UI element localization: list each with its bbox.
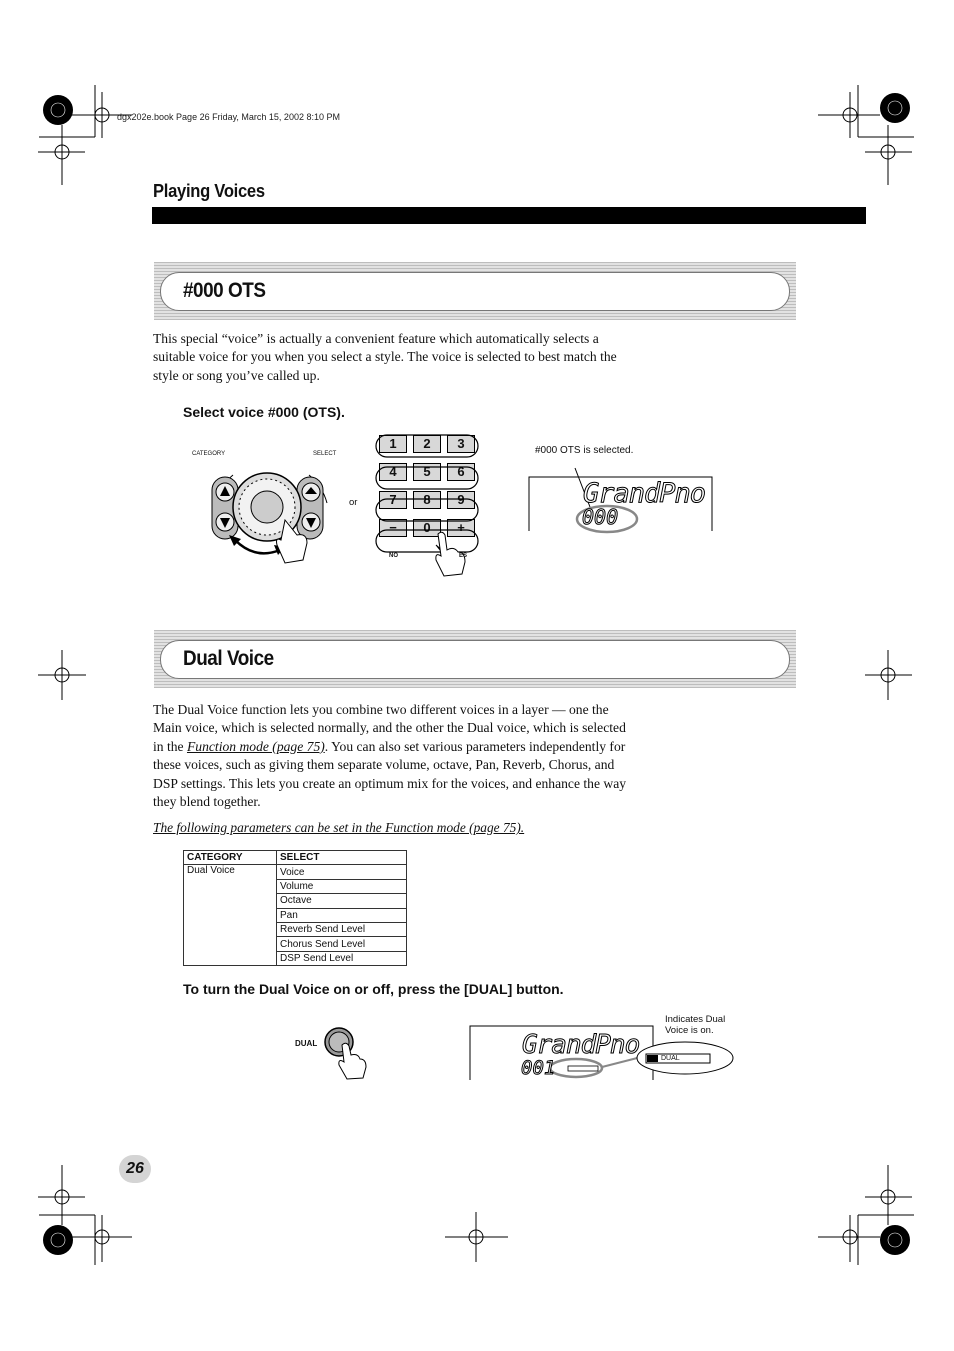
dual-body-part2: . You can also set various parameters independently for these voices, such as giving them separate volume, octave, Pan, Reverb, Chorus, and DSP settings. This lets you create an optimum mix for the voices, and enhance the way they blend together. bbox=[153, 738, 627, 810]
keypad-key[interactable]: 4 bbox=[379, 463, 407, 481]
table-cell-select: Voice bbox=[277, 865, 407, 879]
table-header-select: SELECT bbox=[277, 851, 407, 865]
table-cell-select: Volume bbox=[277, 879, 407, 893]
no-label: NO bbox=[389, 553, 398, 559]
keypad-key[interactable]: 5 bbox=[413, 463, 441, 481]
section-header: Playing Voices bbox=[153, 181, 265, 201]
ots-instruction: Select voice #000 (OTS). bbox=[183, 404, 345, 420]
dual-body-part1: The Dual Voice function lets you combine two different voices in a layer — one the Main voice, which is selected normally, and the other the Dual voice, which is selected in the bbox=[153, 702, 626, 754]
dual-lcd-indicator: DUAL bbox=[661, 1055, 680, 1062]
keypad-key[interactable]: 9 bbox=[447, 491, 475, 509]
header-bar bbox=[152, 207, 866, 224]
parameter-table-wrap bbox=[183, 850, 407, 966]
select-label: SELECT bbox=[313, 451, 337, 457]
keypad-key[interactable]: 2 bbox=[413, 435, 441, 453]
table-row bbox=[184, 865, 407, 879]
table-header-category: CATEGORY bbox=[184, 851, 277, 865]
page-number: 26 bbox=[119, 1155, 151, 1183]
category-label: CATEGORY bbox=[192, 451, 226, 457]
keypad-key[interactable]: + bbox=[447, 519, 475, 537]
keypad-key[interactable]: 1 bbox=[379, 435, 407, 453]
ots-title: #000 OTS bbox=[183, 279, 266, 302]
ots-lcd-number: 000 bbox=[582, 505, 619, 529]
dual-title: Dual Voice bbox=[183, 647, 274, 670]
or-label: or bbox=[349, 497, 358, 508]
dual-lcd-number: 001 bbox=[521, 1057, 556, 1079]
parameter-table bbox=[183, 850, 407, 966]
table-cell-select: Pan bbox=[277, 908, 407, 922]
keypad-key[interactable]: 8 bbox=[413, 491, 441, 509]
ots-body bbox=[153, 330, 633, 385]
book-info: dgx202e.book Page 26 Friday, March 15, 2002 8:10 PM bbox=[117, 112, 340, 122]
keypad-key[interactable]: 3 bbox=[447, 435, 475, 453]
dual-lcd-name: GrandPno bbox=[522, 1030, 640, 1060]
category-select-dial bbox=[185, 445, 340, 575]
table-cell-select: Chorus Send Level bbox=[277, 937, 407, 951]
function-mode-link[interactable]: Function mode (page 75) bbox=[186, 738, 325, 754]
dual-body-text bbox=[153, 701, 633, 811]
dual-banner-pill bbox=[160, 640, 790, 679]
dual-button[interactable] bbox=[322, 1025, 374, 1081]
dual-note: The following parameters can be set in the Function mode (page 75). bbox=[153, 820, 525, 835]
ots-banner-pill bbox=[160, 272, 790, 311]
dual-button-label: DUAL bbox=[295, 1039, 318, 1048]
keypad-key[interactable]: 6 bbox=[447, 463, 475, 481]
table-cell-category: Dual Voice bbox=[184, 865, 277, 966]
ots-lcd-name: GrandPno bbox=[583, 478, 706, 509]
table-cell-select: Reverb Send Level bbox=[277, 922, 407, 936]
ots-callout: #000 OTS is selected. bbox=[535, 445, 634, 456]
dual-body bbox=[153, 701, 633, 811]
table-cell-select: Octave bbox=[277, 894, 407, 908]
dual-callout: Indicates Dual Voice is on. bbox=[665, 1014, 726, 1036]
keypad-key[interactable]: 7 bbox=[379, 491, 407, 509]
dual-banner bbox=[154, 630, 796, 688]
dual-instruction: To turn the Dual Voice on or off, press the [DUAL] button. bbox=[183, 981, 564, 997]
table-cell-select: DSP Send Level bbox=[277, 951, 407, 965]
ots-body-text: This special “voice” is actually a convenient feature which automatically selects a suitable voice for you when you select a style. The voice is selected to best match the style or song you’ve called up. bbox=[153, 331, 617, 383]
keypad-key[interactable]: − bbox=[379, 519, 407, 537]
yes-label: ES bbox=[459, 553, 468, 559]
ots-banner bbox=[154, 262, 796, 320]
keypad-key[interactable]: 0 bbox=[413, 519, 441, 537]
